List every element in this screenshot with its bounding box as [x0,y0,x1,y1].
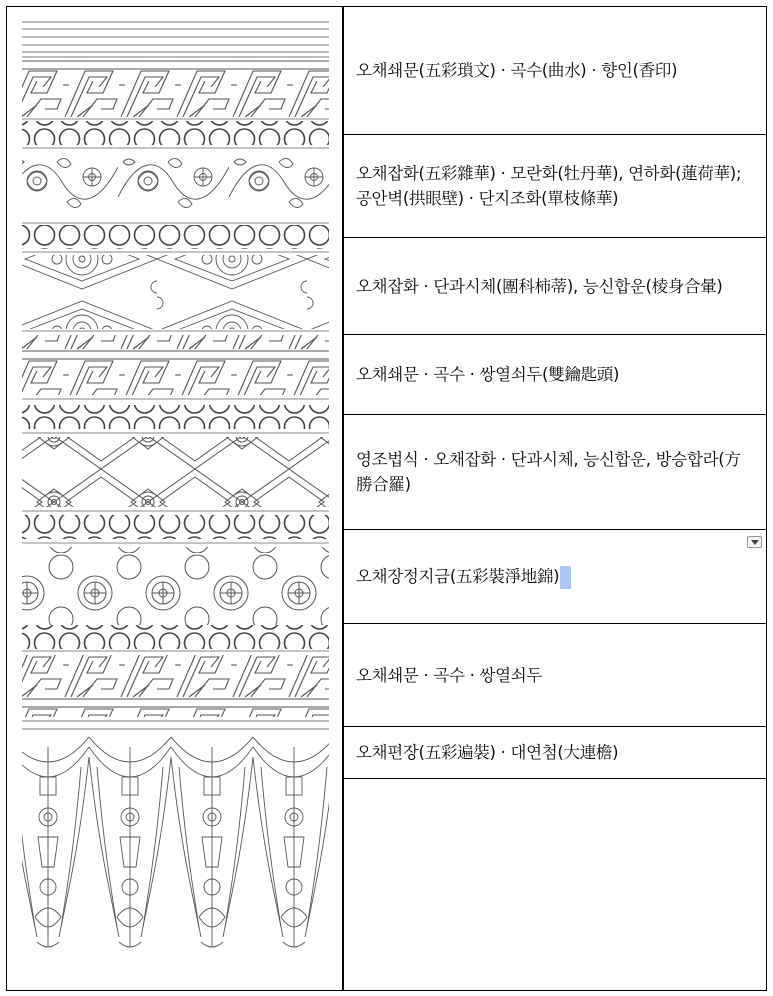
table-row [343,624,766,727]
table-row [343,727,766,779]
row-text: 영조법식 · 오채잡화 · 단과시체, 능신합운, 방승합라(方勝合羅) [356,450,741,494]
row-text: 오채쇄문 · 곡수 · 쌍열쇠두 [356,665,543,685]
row-text: 오채잡화(五彩雜華) · 모란화(牡丹華), 연하화(蓮荷華); 공안벽(拱眼壁) · 단지조화(單枝條華) [356,164,742,208]
table-row [343,335,766,415]
row-text: 오채편장(五彩遍裝) · 대연첨(大連檐) [356,743,619,762]
row-text[interactable] [356,564,571,589]
table-row [343,135,766,238]
dropdown-toggle-icon[interactable] [747,536,762,548]
text-selection-highlight [560,566,571,589]
table-row [343,415,766,530]
row-text: 오채잡화 · 단과시체(團科柿蒂), 능신합운(棱身合暈) [356,276,723,296]
table-row [343,7,766,135]
table-row[interactable] [343,530,766,624]
ornament-pattern-image [7,7,341,990]
row-text: 오채쇄문 · 곡수 · 쌍열쇠두(雙鑰匙頭) [356,365,620,384]
row-text: 오채쇄문(五彩瑣文) · 곡수(曲水) · 향인(香印) [356,61,678,80]
table-row-empty [343,779,766,990]
row-text-content[interactable]: 오채장정지금(五彩裝淨地錦) [356,567,560,586]
table-row [343,238,766,335]
